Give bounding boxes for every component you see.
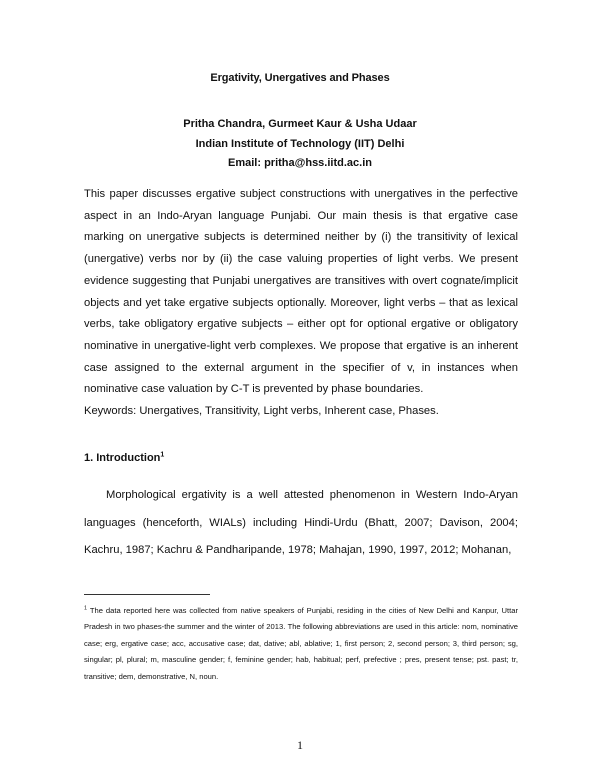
section-heading-text: 1. Introduction [84, 452, 161, 464]
footnote [84, 603, 518, 685]
footnote-number: 1 [84, 605, 88, 612]
keywords-line: Keywords: Unergatives, Transitivity, Light verbs, Inherent case, Phases. [84, 405, 439, 417]
author-email: Email: pritha@hss.iitd.ac.in [228, 157, 372, 169]
page-number: 1 [297, 738, 303, 752]
paper-title: Ergativity, Unergatives and Phases [210, 72, 390, 84]
author-affiliation: Indian Institute of Technology (IIT) Delhi [195, 137, 405, 150]
section-heading-introduction [84, 452, 164, 464]
footnote-text: The data reported here was collected from native speakers of Punjabi, residing in the cities of New Delhi and Kanpur, Uttar Pradesh in two phases-the summer and the winter of 2013. The following abbreviations are used in this article: nom, nominative case; erg, ergative case; acc, accusative case; dat, dative; abl, ablative; 1, first person; 2, second person; 3, third person; sg, singular; pl, plural; m, masculine gender; f, feminine gender; hab, habitual; perf, prefective ; pres, present tense; pst. past; tr, transitive; dem, demonstrative, N, noun. [84, 606, 518, 681]
author-block [0, 115, 600, 174]
introduction-text: Morphological ergativity is a well attested phenomenon in Western Indo-Aryan languages (henceforth, WIALs) including Hindi-Urdu (Bhatt, 2007; Davison, 2004; Kachru, 1987; Kachru & Pandharipande, 1978; Mahajan, 1990, 1997, 2012; Mohanan, [84, 489, 518, 557]
footnote-separator-rule [84, 594, 210, 595]
introduction-paragraph [84, 482, 518, 565]
footnote-reference-mark: 1 [160, 451, 165, 459]
author-names: Pritha Chandra, Gurmeet Kaur & Usha Udaar [183, 118, 417, 130]
abstract-paragraph: This paper discusses ergative subject constructions with unergatives in the perfective aspect in an Indo-Aryan language Punjabi. Our main thesis is that ergative case marking on unergative subjects is determined neither by (i) the transitivity of lexical (unergative) verbs nor by (ii) the case valuing properties of light verbs. We present evidence suggesting that Punjabi unergatives are transitives with overt cognate/implicit objects and yet take ergative subjects optionally. Moreover, light verbs – that as lexical verbs, take obligatory ergative subjects – either opt for optional ergative or obligatory nominative in unergative-light verb complexes. We propose that ergative is an inherent case assigned to the external argument in the specifier of v, in instances when nominative case valuation by C-T is prevented by phase boundaries. [84, 188, 518, 396]
